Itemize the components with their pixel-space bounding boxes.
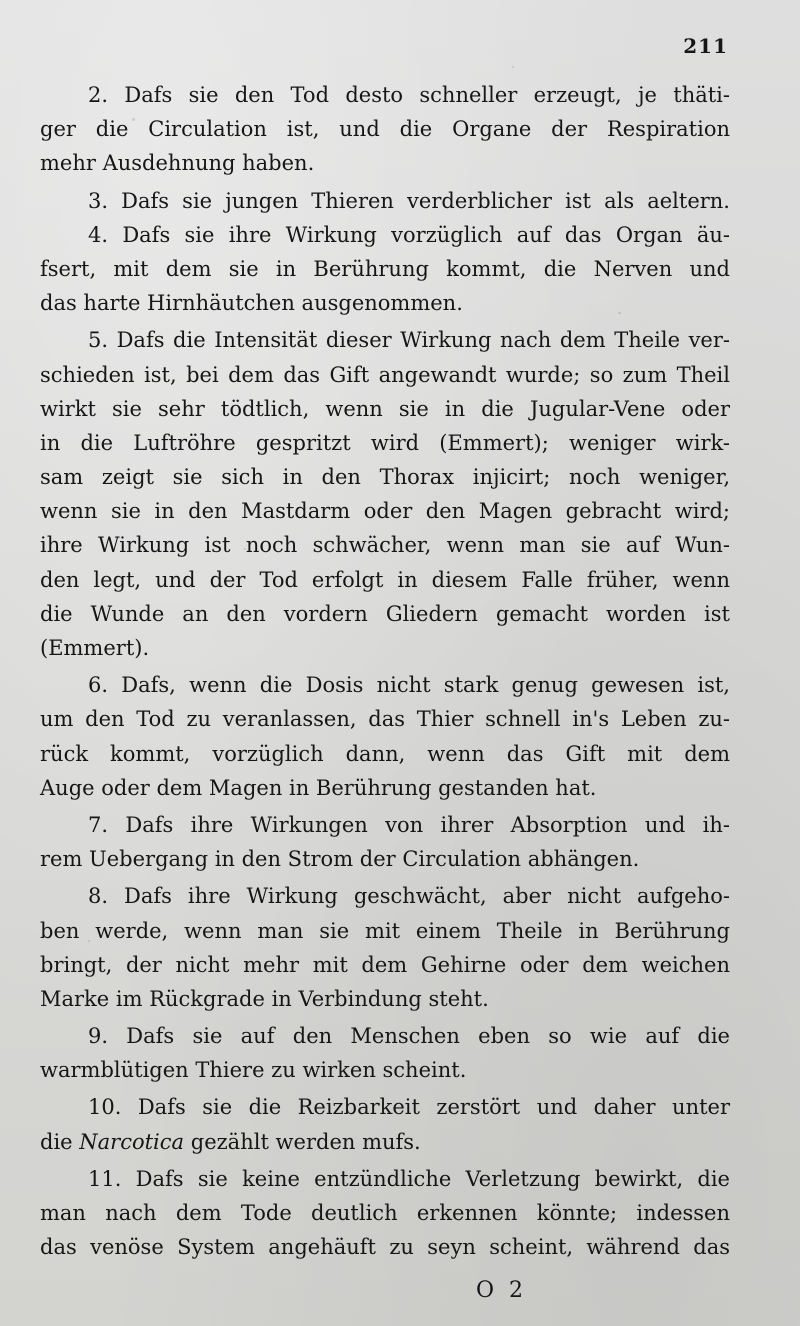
text-line: mehr Ausdehnung haben. [40, 151, 315, 176]
body-text [40, 78, 730, 1264]
text-line [40, 1125, 730, 1159]
text-line: 3. Dafs sie jungen Thieren verderblicher ist als aeltern. [88, 188, 730, 213]
text-line: die Wunde an den vordern Gliedern gemacht worden ist [40, 601, 730, 626]
text-line: rück kommt, vorzüglich dann, wenn das Gift mit dem [40, 741, 730, 766]
text-line: ihre Wirkung ist noch schwächer, wenn man sie auf Wun- [40, 533, 730, 558]
text-line: warmblütigen Thiere zu wirken scheint. [40, 1058, 467, 1083]
text-line: sam zeigt sie sich in den Thorax injicirt; noch weniger, [40, 465, 730, 490]
text-line: rem Uebergang in den Strom der Circulation abhängen. [40, 847, 640, 872]
text-line: 6. Dafs, wenn die Dosis nicht stark genug gewesen ist, [88, 673, 730, 698]
text-line: 4. Dafs sie ihre Wirkung vorzüglich auf das Organ äu- [88, 222, 730, 247]
text-line: 10. Dafs sie die Reizbarkeit zerstört und daher unter [88, 1095, 730, 1120]
text-line: ger die Circulation ist, und die Organe der Respiration [40, 117, 730, 142]
text-line: wirkt sie sehr tödtlich, wenn sie in die Jugular-Vene oder [40, 396, 730, 421]
italic-term: Narcotica [79, 1129, 185, 1154]
text-line: schieden ist, bei dem das Gift angewandt wurde; so zum Theil [40, 362, 730, 387]
text-line: Marke im Rückgrade in Verbindung steht. [40, 986, 489, 1011]
text-line: (Emmert). [40, 636, 150, 660]
text-line: ben werde, wenn man sie mit einem Theile in Berührung [40, 918, 730, 943]
page-number: 211 [683, 34, 728, 58]
signature-mark: O 2 [476, 1278, 528, 1303]
text-line: das harte Hirnhäutchen ausgenommen. [40, 291, 463, 316]
text-line: in die Luftröhre gespritzt wird (Emmert); weniger wirk- [40, 430, 730, 455]
text-line: man nach dem Tode deutlich erkennen könnte; indessen [40, 1201, 730, 1225]
text-line: den legt, und der Tod erfolgt in diesem Falle früher, wenn [40, 567, 730, 592]
text-line: 8. Dafs ihre Wirkung geschwächt, aber nicht aufgeho- [88, 884, 730, 909]
text-line: 7. Dafs ihre Wirkungen von ihrer Absorption und ih- [88, 812, 730, 837]
text-line: 2. Dafs sie den Tod desto schneller erzeugt, je thäti- [88, 83, 730, 107]
text-line: 5. Dafs die Intensität dieser Wirkung nach dem Theile ver- [88, 328, 730, 353]
text-line: um den Tod zu veranlassen, das Thier schnell in's Leben zu- [40, 707, 730, 732]
text-line: wenn sie in den Mastdarm oder den Magen gebracht wird; [40, 499, 730, 524]
text-run: gezählt werden mufs. [190, 1129, 421, 1154]
text-line: Auge oder dem Magen in Berührung gestanden hat. [40, 775, 597, 800]
text-line: 9. Dafs sie auf den Menschen eben so wie auf die [88, 1024, 730, 1049]
text-line: bringt, der nicht mehr mit dem Gehirne oder dem weichen [40, 952, 730, 977]
text-line: das venöse System angehäuft zu seyn scheint, während das [40, 1235, 730, 1260]
text-line: 11. Dafs sie keine entzündliche Verletzung bewirkt, die [88, 1166, 730, 1191]
text-run: die [40, 1129, 73, 1154]
text-line: fsert, mit dem sie in Berührung kommt, die Nerven und [40, 256, 730, 281]
